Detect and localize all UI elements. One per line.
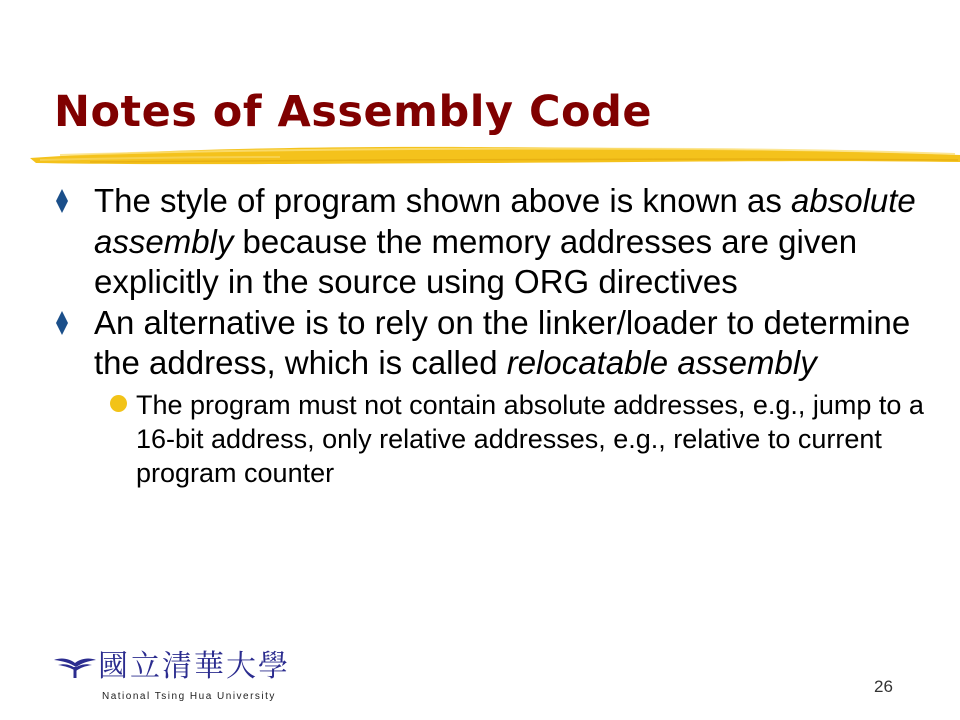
university-name-chinese: 國立清華大學 xyxy=(98,649,290,684)
university-name-english: National Tsing Hua University xyxy=(102,691,276,702)
bullet-text: The style of program shown above is known as xyxy=(94,182,792,219)
university-emblem-icon xyxy=(52,654,98,680)
sub-bullet-text: The program must not contain absolute addresses, e.g., jump to a 16-bit address, only relative addresses, e.g., relative to current program counter xyxy=(136,389,924,488)
title-underline-brush-stroke xyxy=(0,136,960,176)
university-logo xyxy=(52,649,292,710)
diamond-bullet-icon xyxy=(54,309,74,339)
slide-title: Notes of Assembly Code xyxy=(54,87,653,137)
bullet-text-italic: absolute assembly xyxy=(94,182,916,260)
bullet-item xyxy=(54,303,934,384)
page-number: 26 xyxy=(874,677,893,696)
bullet-item xyxy=(54,181,934,303)
bullet-text-italic: relocatable assembly xyxy=(506,344,817,381)
bullet-text: An alternative is to rely on the linker/loader to determine the address, which is called xyxy=(94,303,911,381)
bullet-list xyxy=(54,181,934,490)
round-dot-bullet-icon xyxy=(110,395,127,412)
sub-bullet-item xyxy=(54,388,934,490)
bullet-text: because the memory addresses are given explicitly in the source using ORG directives xyxy=(94,222,858,300)
diamond-bullet-icon xyxy=(54,187,74,217)
